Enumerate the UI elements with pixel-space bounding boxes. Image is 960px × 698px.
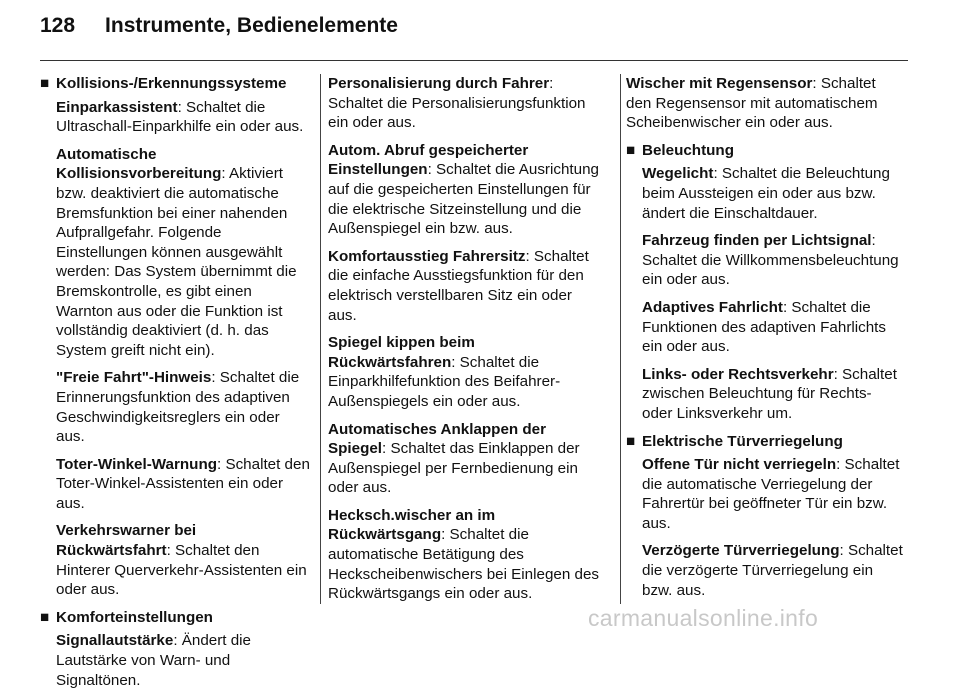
setting-name: Wegelicht — [642, 165, 714, 183]
column-divider — [320, 74, 321, 604]
setting-description: : Schaltet die automatische Verriegelung der Fahrertür bei geöffneter Tür ein bzw. aus. — [642, 456, 900, 532]
page-title: Instrumente, Bedienelemente — [105, 14, 398, 37]
settings-section — [626, 141, 904, 424]
setting-entry — [642, 541, 904, 600]
setting-description: : Schaltet die Ausrichtung auf die gespeicherten Einstellungen für die elektrische Sitzeinstellung und die Außenspiegel ein bzw. aus. — [328, 161, 599, 238]
setting-entry — [56, 631, 310, 690]
settings-section — [40, 74, 310, 600]
setting-name: Autom. Abruf gespeicherter Einstellungen — [328, 141, 529, 179]
bullet-icon: ■ — [40, 75, 50, 92]
setting-name: Automatische Kollisionsvorbereitung — [56, 145, 222, 183]
setting-entry — [56, 368, 310, 446]
setting-name: Verkehrswarner bei Rückwärtsfahrt — [56, 522, 197, 560]
setting-entry — [626, 74, 904, 133]
column-1 — [40, 74, 310, 698]
settings-section — [40, 608, 310, 690]
column-divider — [620, 74, 621, 604]
setting-description: : Schaltet den Regensensor mit automatischem Scheibenwischer ein oder aus. — [626, 75, 878, 132]
setting-name: Hecksch.wischer an im Rückwärtsgang — [328, 506, 496, 544]
page-header — [40, 14, 398, 38]
setting-entry — [328, 141, 600, 239]
page-number: 128 — [40, 14, 76, 37]
setting-description: : Schaltet die Beleuchtung beim Aussteigen ein oder aus bzw. ändert die Einschaltdauer. — [642, 165, 890, 222]
setting-entry — [642, 365, 904, 424]
setting-entry — [642, 164, 904, 223]
setting-entry — [56, 98, 310, 137]
setting-description: : Schaltet die automatische Betätigung des Heckscheibenwischers bei Einlegen des Rückwärtsgangs ein oder aus. — [328, 526, 599, 603]
setting-description: : Schaltet den Toter-Winkel-Assistenten ein oder aus. — [56, 455, 310, 512]
setting-description: : Aktiviert bzw. deaktiviert die automatische Bremsfunktion bei einer nahenden Aufprallgefahr. Folgende Einstellungen können ausgewählt werden: Das System übernimmt die Bremskontrolle, es gibt einen Warnton aus oder die Funktion ist vollständig deaktiviert (d. h. das System greift nicht ein). — [56, 165, 297, 359]
setting-name: Signallautstärke — [56, 632, 174, 650]
setting-description: : Schaltet die Einparkhilfefunktion des Beifahrer-Außenspiegels ein oder aus. — [328, 353, 561, 410]
setting-entry — [56, 145, 310, 361]
column-2 — [328, 74, 600, 612]
setting-description: : Schaltet zwischen Beleuchtung für Rechts- oder Linksverkehr um. — [642, 365, 897, 422]
bullet-icon: ■ — [626, 141, 636, 159]
setting-description: : Schaltet die Erinnerungsfunktion des adaptiven Geschwindigkeitsreglers ein oder aus. — [56, 369, 300, 446]
setting-name: "Freie Fahrt"-Hinweis — [56, 369, 212, 387]
setting-entry — [642, 231, 904, 290]
setting-description: : Schaltet den Hinterer Querverkehr-Assistenten ein oder aus. — [56, 542, 307, 599]
settings-section-continued — [626, 74, 904, 133]
setting-description: : Ändert die Lautstärke von Warn- und Signaltönen. — [56, 632, 252, 689]
setting-name: Automatisches Anklappen der Spiegel — [328, 420, 547, 458]
settings-section-continued — [328, 74, 600, 604]
setting-description: : Schaltet die verzögerte Türverriegelung ein bzw. aus. — [642, 542, 903, 599]
setting-name: Spiegel kippen beim Rückwärtsfahren — [328, 334, 475, 371]
setting-name: Offene Tür nicht verriegeln — [642, 456, 837, 474]
setting-description: : Schaltet das Einklappen der Außenspiegel per Fernbedienung ein oder aus. — [328, 440, 580, 497]
section-title: Kollisions-/Erkennungssysteme — [56, 75, 287, 92]
bullet-icon: ■ — [626, 432, 636, 450]
setting-entry — [328, 74, 600, 133]
watermark: carmanualsonline.info — [588, 605, 819, 631]
setting-entry — [328, 333, 600, 411]
setting-name: Adaptives Fahrlicht — [642, 298, 783, 316]
section-title: Komforteinstellungen — [56, 608, 213, 626]
setting-entry — [328, 506, 600, 604]
bullet-icon: ■ — [40, 608, 50, 626]
setting-entry — [328, 247, 600, 325]
column-3 — [626, 74, 904, 608]
setting-name: Toter-Winkel-Warnung — [56, 455, 218, 473]
setting-entry — [642, 455, 904, 533]
setting-entry — [56, 455, 310, 514]
setting-description: : Schaltet die Personalisierungsfunktion ein oder aus. — [328, 75, 586, 132]
setting-name: Einparkassistent — [56, 98, 178, 116]
section-title: Beleuchtung — [642, 141, 734, 159]
setting-entry — [56, 521, 310, 599]
setting-name: Personalisierung durch Fahrer — [328, 75, 550, 92]
setting-entry — [642, 298, 904, 357]
setting-description: : Schaltet die Ultraschall-Einparkhilfe ein oder aus. — [56, 98, 304, 136]
setting-description: : Schaltet die einfache Ausstiegsfunktion für den elektrisch verstellbaren Sitz ein oder aus. — [328, 247, 589, 324]
section-title: Elektrische Türverriegelung — [642, 432, 843, 450]
setting-entry — [328, 420, 600, 498]
setting-name: Verzögerte Türverriegelung — [642, 542, 840, 560]
setting-name: Fahrzeug finden per Lichtsignal — [642, 232, 872, 250]
setting-description: : Schaltet die Funktionen des adaptiven Fahrlichts ein oder aus. — [642, 298, 886, 356]
header-rule — [40, 60, 908, 61]
setting-name: Wischer mit Regensensor — [626, 75, 813, 92]
setting-name: Links- oder Rechtsverkehr — [642, 365, 834, 383]
settings-section — [626, 432, 904, 601]
setting-name: Komfortausstieg Fahrersitz — [328, 247, 526, 265]
setting-description: : Schaltet die Willkommensbeleuchtung ein oder aus. — [642, 232, 899, 289]
